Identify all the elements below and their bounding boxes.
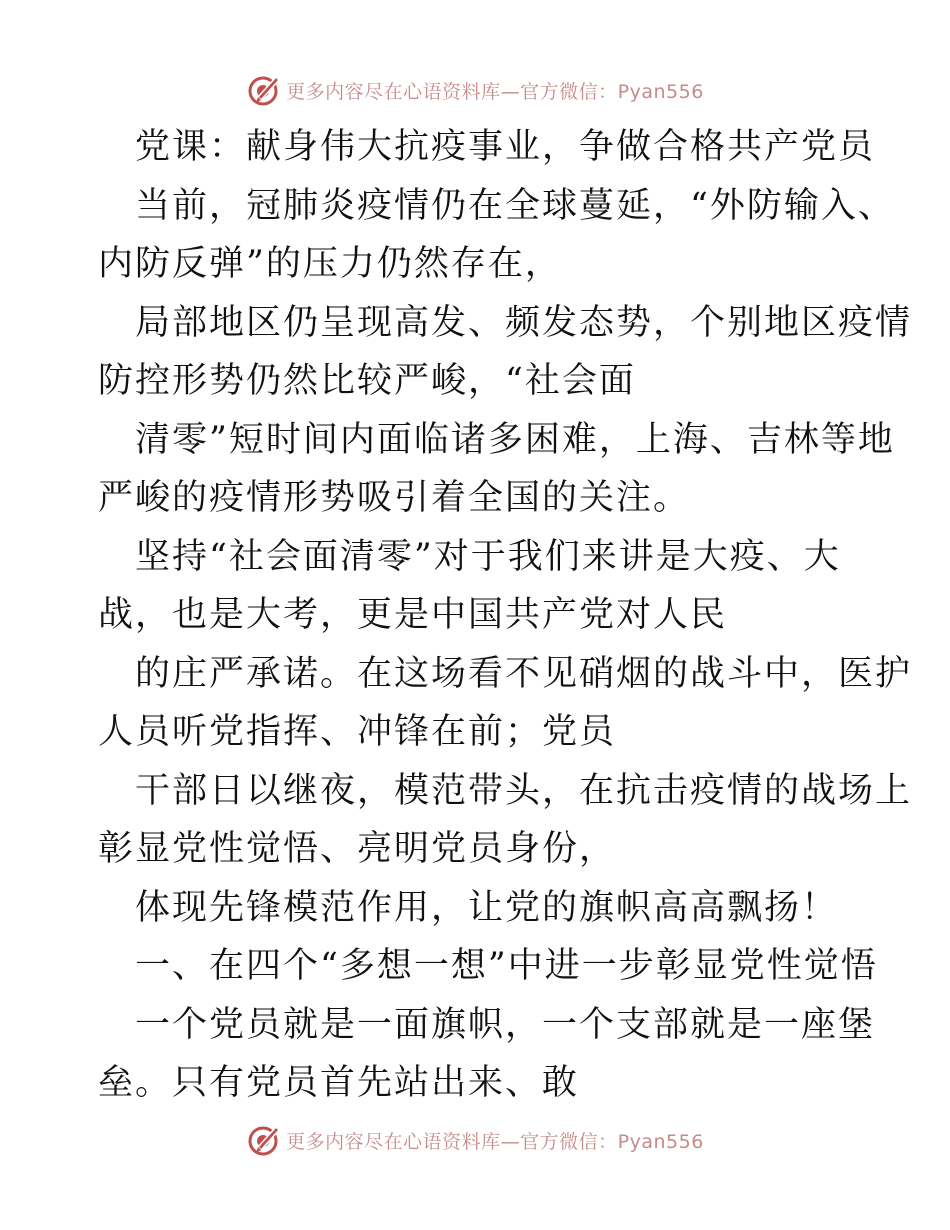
section-heading: 一、在四个“多想一想”中进一步彰显党性觉悟 — [135, 946, 878, 986]
paragraph-line: 当前，冠肺炎疫情仍在全球蔓延，“外防输入、 — [135, 185, 895, 226]
notebook-pen-icon — [246, 72, 282, 108]
paragraph-line: 一个党员就是一面旗帜，一个支部就是一座堡 — [135, 1004, 876, 1045]
footer-banner-text: 更多内容尽在心语资料库—官方微信：Pyan556 — [286, 1130, 704, 1153]
paragraph-line: 防控形势仍然比较严峻，“社会面 — [98, 361, 636, 401]
paragraph-line: 的庄严承诺。在这场看不见硝烟的战斗中，医护 — [135, 653, 913, 694]
footer-banner — [0, 1118, 950, 1162]
paragraph-line: 体现先锋模范作用，让党的旗帜高高飘扬！ — [135, 887, 839, 928]
paragraph-line: 人员听党指挥、冲锋在前；党员 — [98, 712, 617, 752]
paragraph-line: 坚持“社会面清零”对于我们来讲是大疫、大 — [135, 536, 841, 577]
paragraph-line: 战，也是大考，更是中国共产党对人民 — [98, 595, 728, 635]
document-title: 党课：献身伟大抗疫事业，争做合格共产党员 — [135, 127, 876, 167]
paragraph-line: 清零”短时间内面临诸多困难，上海、吉林等地 — [135, 419, 895, 460]
header-banner-text: 更多内容尽在心语资料库—官方微信：Pyan556 — [286, 80, 704, 103]
paragraph-line: 严峻的疫情形势吸引着全国的关注。 — [98, 478, 691, 518]
paragraph-line: 彰显党性觉悟、亮明党员身份， — [98, 829, 617, 869]
header-banner — [0, 68, 950, 112]
paragraph-line: 垒。只有党员首先站出来、敢 — [98, 1063, 580, 1103]
paragraph-line: 内防反弹”的压力仍然存在， — [98, 244, 562, 284]
document-body — [98, 118, 913, 1113]
notebook-pen-icon — [246, 1122, 282, 1158]
paragraph-line: 干部日以继夜，模范带头，在抗击疫情的战场上 — [135, 770, 913, 811]
paragraph-line: 局部地区仍呈现高发、频发态势，个别地区疫情 — [135, 302, 913, 343]
